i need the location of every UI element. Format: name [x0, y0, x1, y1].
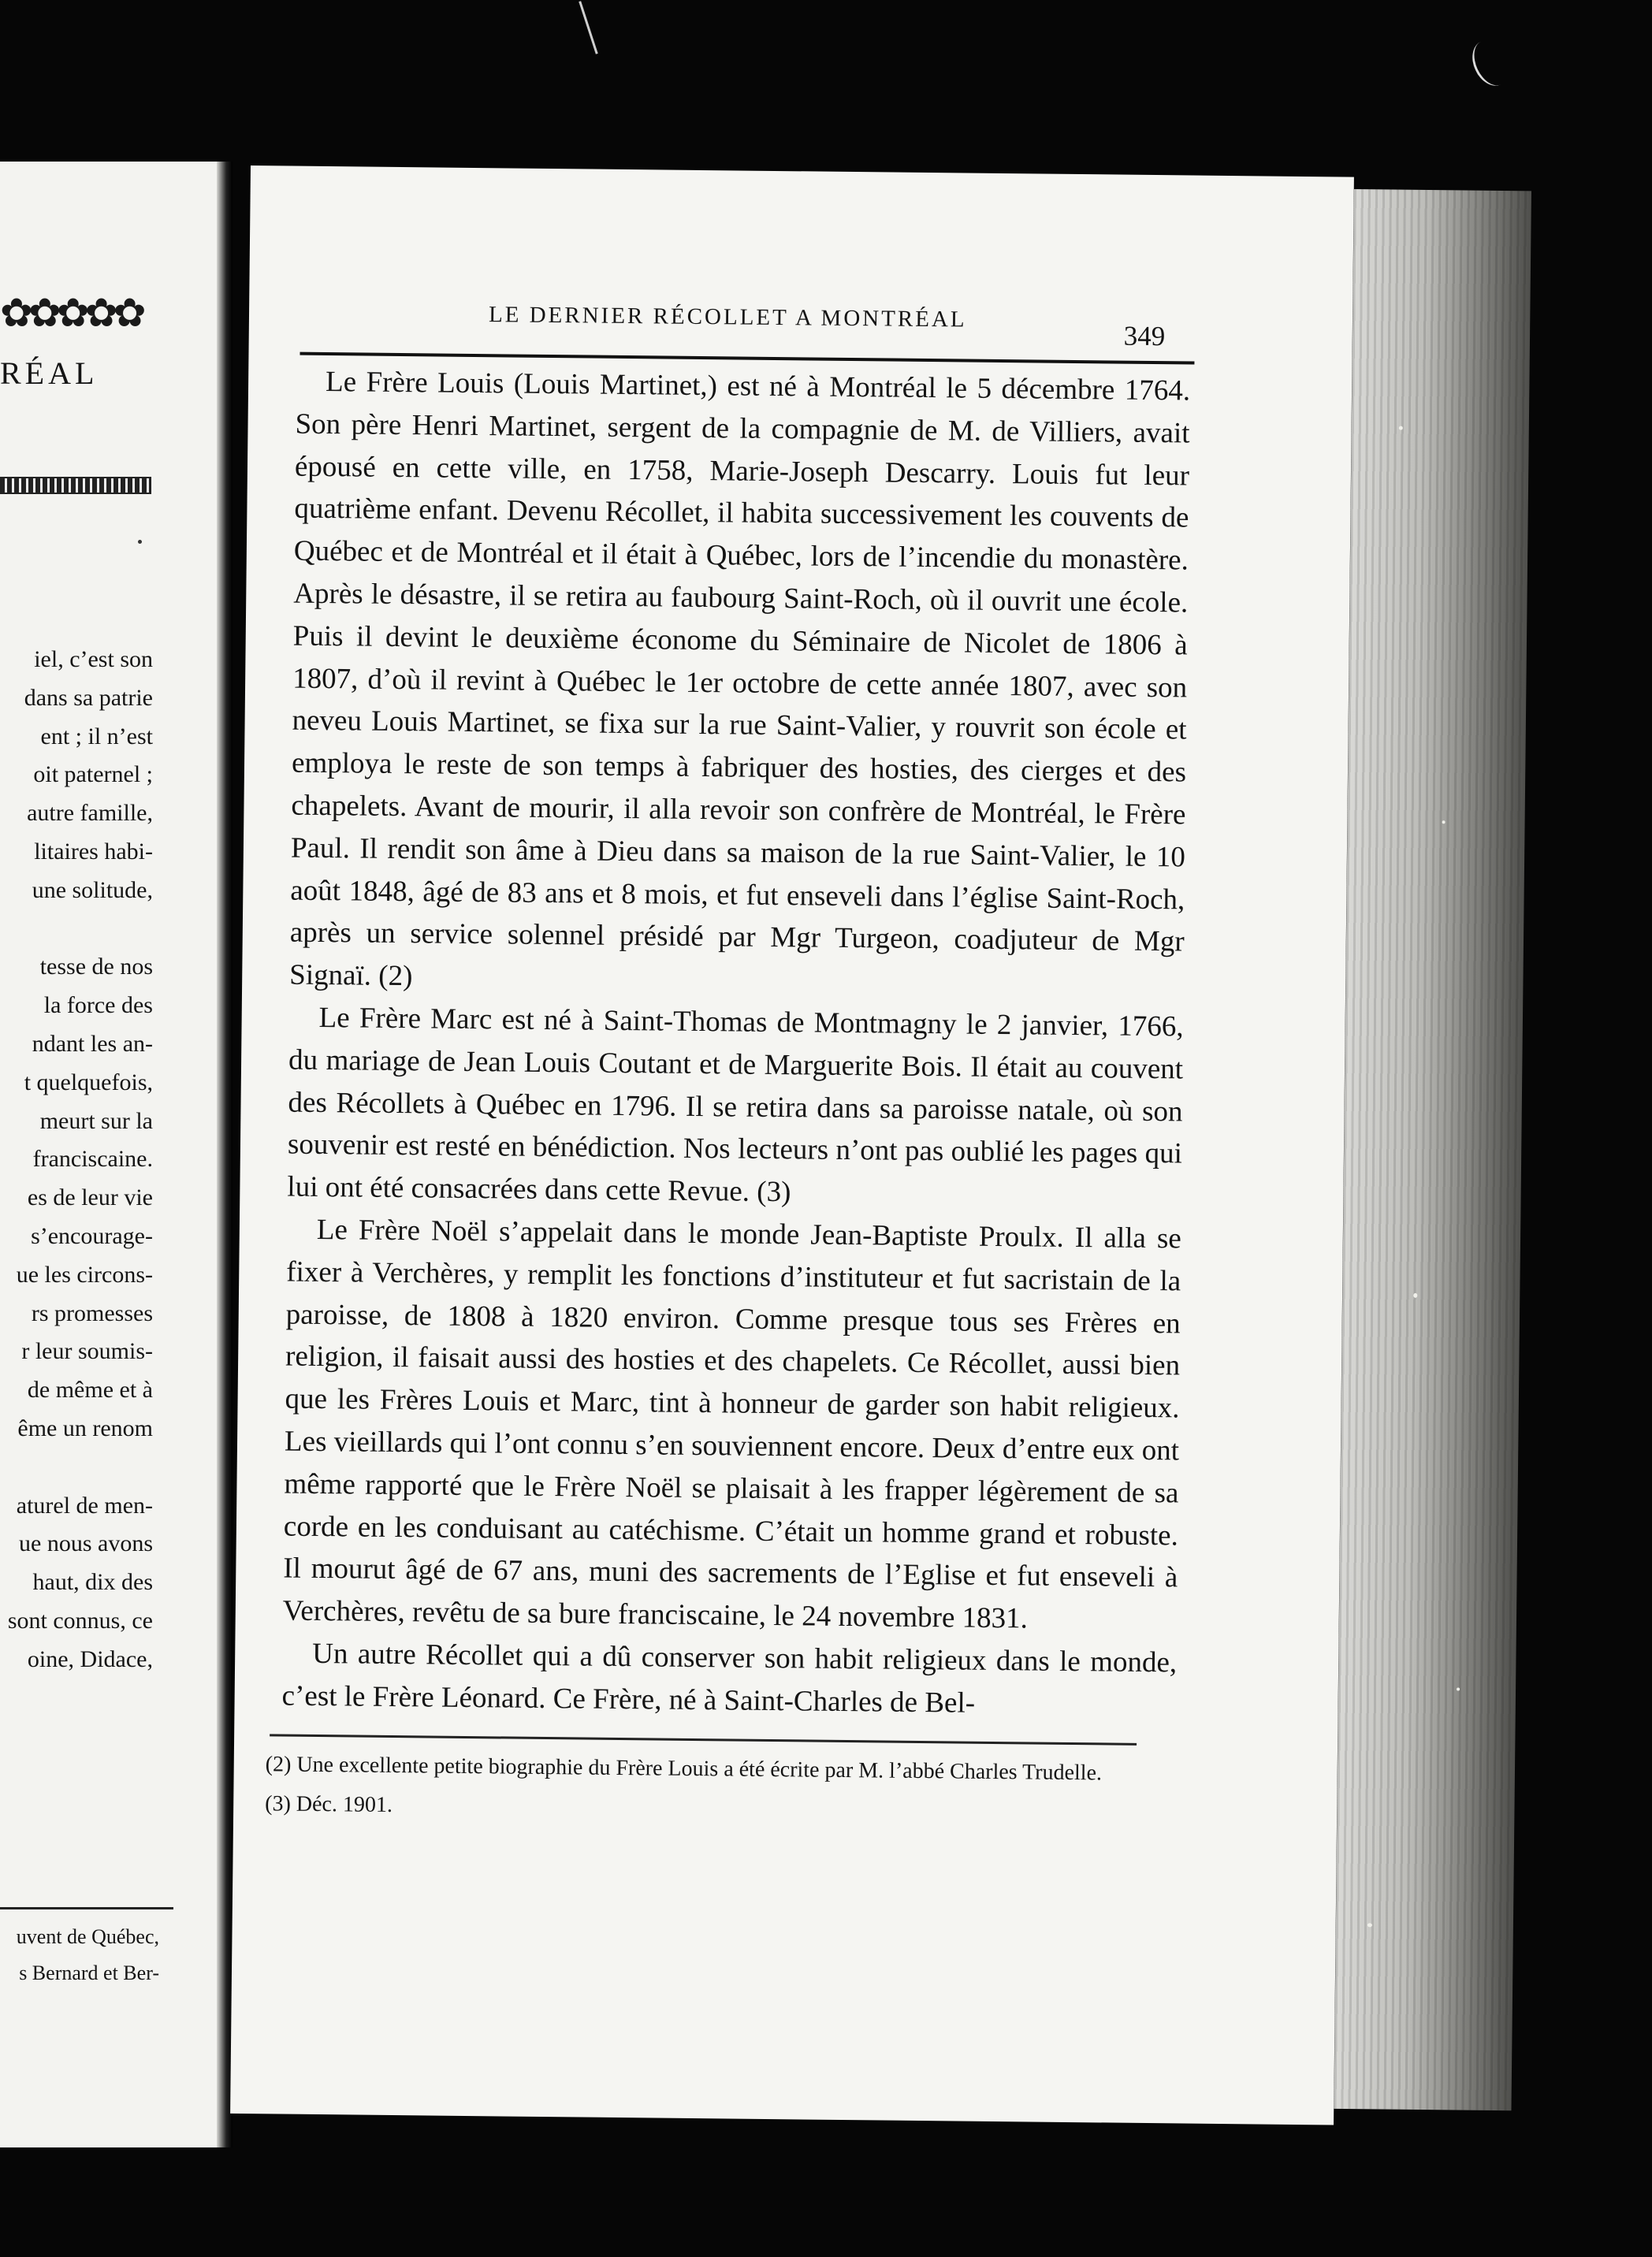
- left-line: une solitude,: [32, 876, 153, 903]
- left-running-head: RÉAL: [0, 355, 99, 391]
- left-line: oit paternel ;: [33, 761, 153, 788]
- book-gutter: [217, 162, 233, 2147]
- ink-dot: [138, 540, 142, 544]
- left-blank-line: [8, 910, 153, 949]
- book-page-edges: [1334, 189, 1531, 2110]
- left-line: ême un renom: [17, 1415, 153, 1441]
- left-line: t quelquefois,: [24, 1069, 153, 1095]
- footnotes: [265, 1747, 1133, 1835]
- book-page: [230, 165, 1354, 2125]
- footnote-rule: [270, 1734, 1137, 1746]
- left-line: haut, dix des: [32, 1569, 153, 1596]
- left-line: iel, c’est son: [34, 646, 153, 672]
- paragraph-frere-leonard: Un autre Récollet qui a dû conserver son habit religieux dans le monde, c’est le Frère Léonard. Ce Frère, né à Saint-Charles de Bel-: [281, 1637, 1178, 1720]
- paragraph-frere-louis: Le Frère Louis (Louis Martinet,) est né à Montréal le 5 décembre 1764. Son père Henri Martinet, sergent de la compagnie de M. de Villiers, avait épousé en cette ville, en 1758, Marie-Joseph Descarry. Louis fut leur quatrième enfant. Devenu Récollet, il habita successivement les couvents de Québec et de Montréal et il était à Québec, lors de l’incendie du monastère. Après le désastre, il se retira au faubourg Saint-Roch, où il ouvrit une école. Puis il devint le deuxième économe du Séminaire de Nicolet de 1806 à 1807, d’où il revint à Québec le 1er octobre de cette année 1807, avec son neveu Louis Martinet, se fixa sur la rue Saint-Valier, y rouvrit son école et employa le reste de son temps à fabriquer des hosties, des cierges et des chapelets. Avant de mourir, il alla revoir son confrère de Montréal, le Frère Paul. Il rendit son âme à Dieu dans sa maison de la rue Saint-Valier, le 10 août 1848, âgé de 83 ans et 8 mois, et fut enseveli dans l’église Saint-Roch, après un service solennel présidé par Mgr Turgeon, coadjuteur de Mgr Signaï. (2): [289, 366, 1191, 993]
- left-line: litaires habi-: [34, 838, 153, 865]
- left-line: sont connus, ce: [7, 1607, 153, 1634]
- left-line: ue nous avons: [19, 1530, 153, 1557]
- left-footnote-line: s Bernard et Ber-: [19, 1961, 159, 1984]
- left-line: ent ; il n’est: [40, 723, 153, 749]
- left-line: la force des: [43, 992, 153, 1019]
- left-footnotes: [17, 1919, 159, 1991]
- left-footnote-rule: [0, 1907, 173, 1909]
- left-footnote-line: uvent de Québec,: [16, 1925, 159, 1948]
- left-line: aturel de men-: [16, 1492, 153, 1519]
- left-blank-line: [8, 1448, 153, 1487]
- ornament-band: ✿✿✿✿✿: [0, 291, 142, 335]
- left-line: r leur soumis-: [21, 1338, 153, 1365]
- left-line: de même et à: [27, 1377, 153, 1404]
- decorative-border: [0, 477, 151, 494]
- left-line: es de leur vie: [27, 1184, 153, 1211]
- body-text: [281, 361, 1190, 1727]
- left-line: tesse de nos: [39, 954, 153, 980]
- left-line: dans sa patrie: [24, 684, 153, 711]
- left-line: s’encourage-: [31, 1222, 153, 1249]
- scan-artifact-mark: [1465, 35, 1516, 92]
- paragraph-frere-noel: Le Frère Noël s’appelait dans le monde Jean-Baptiste Proulx. Il alla se fixer à Verchères, y remplit les fonctions d’instituteur et fut sacristain de la paroisse, de 1808 à 1820 environ. Comme presque tous ses Frères en religion, il faisait aussi des hosties et des chapelets. Ce Récollet, aussi bien que les Frères Louis et Marc, tint à honneur de garder son habit religieux. Les vieillards qui l’ont connu s’en souviennent encore. Deux d’entre eux ont même rapporté que le Frère Noël se plaisait à les frapper légèrement de sa corde en les conduisant au catéchisme. C’était un homme grand et robuste. Il mourut âgé de 67 ans, muni des sacrements de l’Eglise et fut enseveli à Verchères, revêtu de sa bure franciscaine, le 24 novembre 1831.: [282, 1213, 1182, 1635]
- left-line: franciscaine.: [32, 1146, 153, 1173]
- running-head: LE DERNIER RÉCOLLET A MONTRÉAL: [488, 302, 967, 333]
- page-number: 349: [1123, 320, 1166, 352]
- left-line: rs promesses: [31, 1300, 153, 1326]
- left-line: autre famille,: [27, 800, 153, 827]
- left-line: oine, Didace,: [27, 1645, 153, 1672]
- left-text-column: [8, 641, 153, 1679]
- left-line: meurt sur la: [39, 1107, 153, 1134]
- paragraph-frere-marc: Le Frère Marc est né à Saint-Thomas de Montmagny le 2 janvier, 1766, du mariage de Jean Louis Coutant et de Marguerite Bois. Il était au couvent des Récollets à Québec en 1796. Il se retira dans sa paroisse natale, où son souvenir est resté en bénédiction. Nos lecteurs n’ont pas oublié les pages qui lui ont été consacrées dans cette Revue. (3): [287, 1001, 1184, 1209]
- footnote-3: (3) Déc. 1901.: [265, 1791, 393, 1817]
- left-line: ue les circons-: [16, 1261, 153, 1288]
- footnote-2: (2) Une excellente petite biographie du Frère Louis a été écrite par M. l’abbé Charles Trudelle.: [265, 1752, 1103, 1786]
- left-line: ndant les an-: [32, 1030, 153, 1057]
- scan-artifact-line: [579, 1, 597, 54]
- left-page: [0, 162, 222, 2147]
